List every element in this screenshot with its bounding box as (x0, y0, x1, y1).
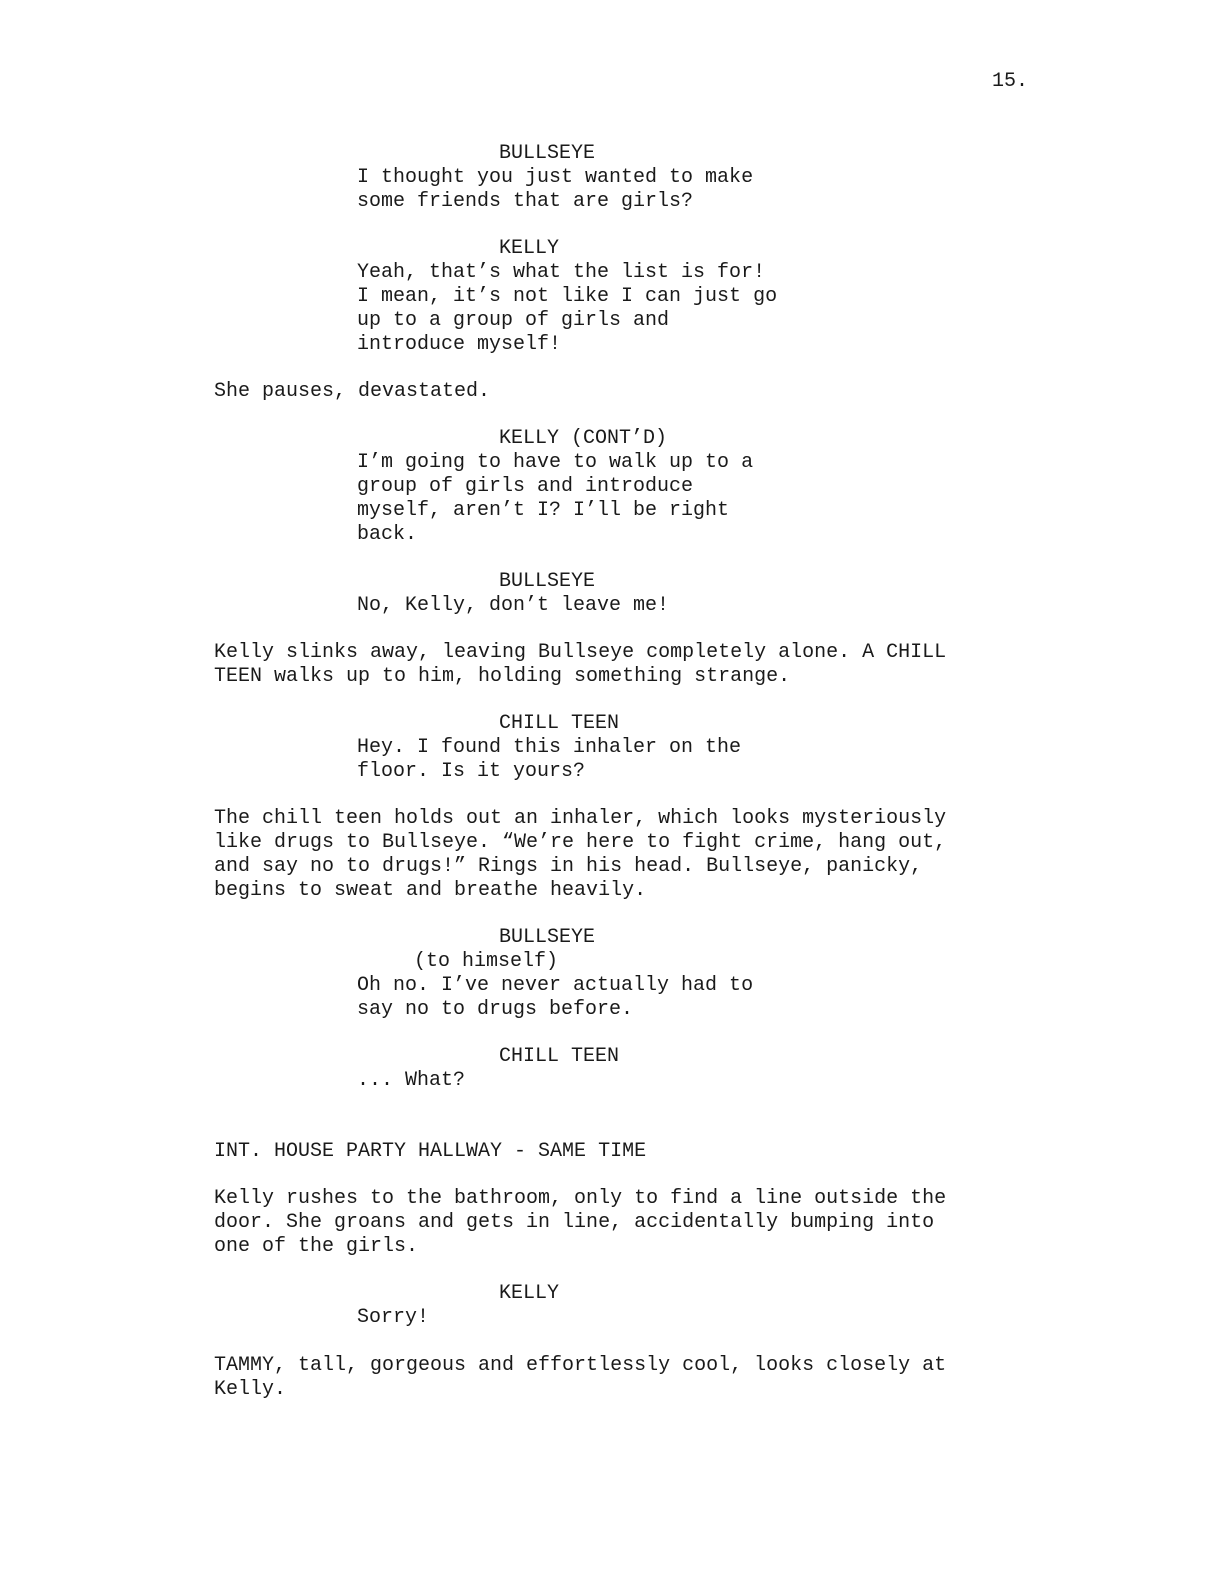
action-line: The chill teen holds out an inhaler, which looks mysteriously like drugs to Bullseye. “We’re here to fight crime, hang out, and say no to drugs!” Rings in his head. Bullseye, panicky, begins to sweat and breathe heavily. (214, 807, 947, 902)
dialogue: I’m going to have to walk up to a group of girls and introduce myself, aren’t I? I’ll be right back. (357, 451, 754, 546)
parenthetical: (to himself) (414, 950, 559, 973)
action-line: Kelly slinks away, leaving Bullseye completely alone. A CHILL TEEN walks up to him, holding something strange. (214, 641, 947, 688)
dialogue: Oh no. I’ve never actually had to say no to drugs before. (357, 974, 754, 1021)
dialogue: No, Kelly, don’t leave me! (357, 594, 670, 617)
dialogue: I thought you just wanted to make some friends that are girls? (357, 166, 754, 213)
character-cue: BULLSEYE (499, 570, 596, 593)
character-cue: KELLY (CONT’D) (499, 427, 668, 450)
character-cue: CHILL TEEN (499, 1045, 620, 1068)
character-cue: KELLY (499, 1282, 560, 1305)
dialogue: Sorry! (357, 1306, 430, 1329)
dialogue: Hey. I found this inhaler on the floor. Is it yours? (357, 736, 742, 783)
character-cue: KELLY (499, 237, 560, 260)
action-line: Kelly rushes to the bathroom, only to find a line outside the door. She groans and gets in line, accidentally bumping into one of the girls. (214, 1187, 947, 1258)
action-line: TAMMY, tall, gorgeous and effortlessly cool, looks closely at Kelly. (214, 1354, 947, 1401)
scene-heading: INT. HOUSE PARTY HALLWAY - SAME TIME (214, 1140, 647, 1163)
character-cue: CHILL TEEN (499, 712, 620, 735)
character-cue: BULLSEYE (499, 926, 596, 949)
dialogue: Yeah, that’s what the list is for! I mean, it’s not like I can just go up to a group of girls and introduce myself! (357, 261, 778, 356)
action-line: She pauses, devastated. (214, 380, 491, 403)
dialogue: ... What? (357, 1069, 466, 1092)
character-cue: BULLSEYE (499, 142, 596, 165)
page-number: 15. (992, 70, 1029, 93)
